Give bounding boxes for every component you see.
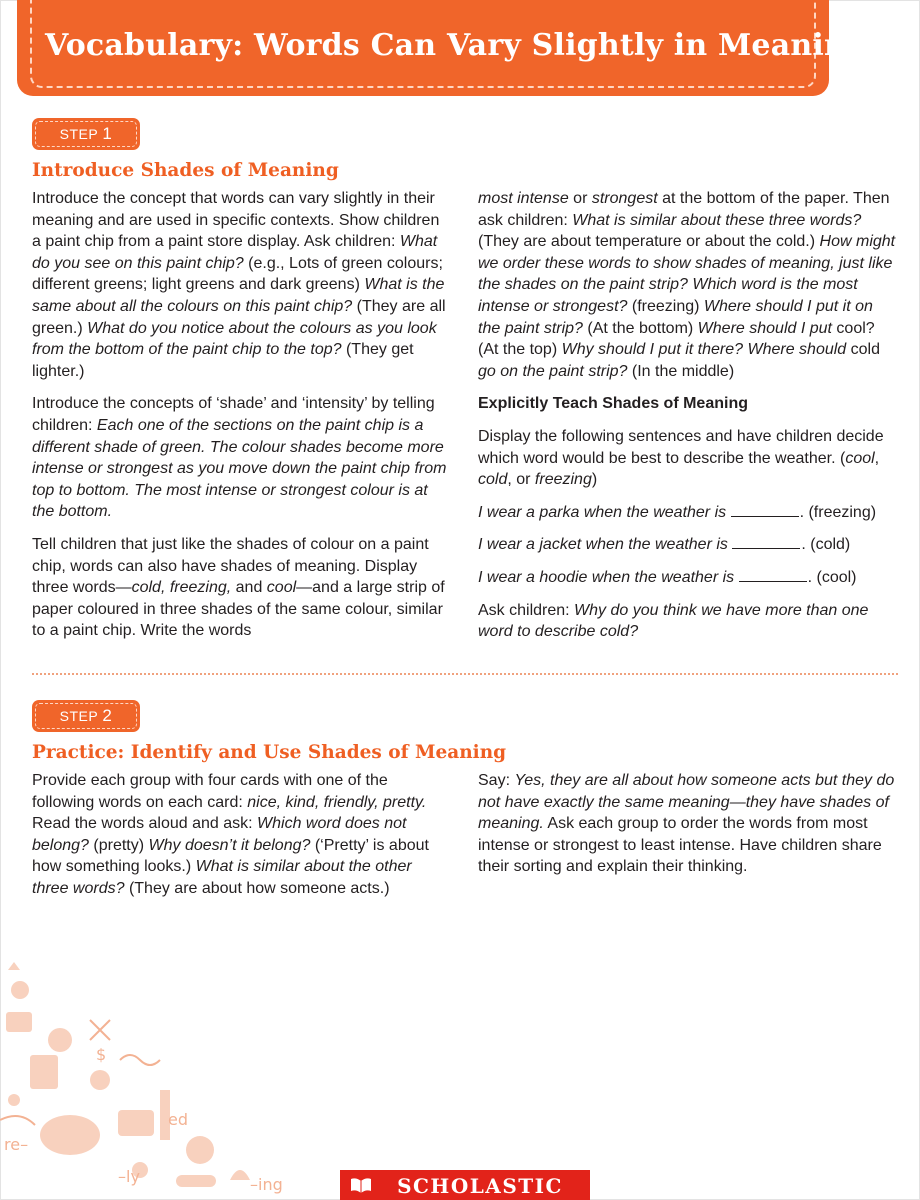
text-run: and bbox=[231, 579, 267, 597]
answer-blank bbox=[731, 516, 799, 517]
step-1-word: STEP bbox=[59, 126, 98, 142]
italic-text: Each one of the sections on the paint chip is a different shade of green. The colour shades become more intense or strongest as you move down the paint chip from top to bottom. The most intense or strongest colour is at the bottom. bbox=[32, 416, 447, 521]
italic-text: cold, freezing, bbox=[131, 579, 232, 597]
svg-text:re–: re– bbox=[4, 1135, 29, 1154]
text-run: (They are about temperature or about the cold.) bbox=[478, 233, 820, 251]
italic-text: Why do you think we have more than one word to describe cold? bbox=[478, 601, 869, 641]
step-2-badge bbox=[32, 700, 140, 732]
step-1-number: 1 bbox=[102, 124, 113, 143]
italic-text: cool bbox=[266, 579, 297, 597]
text-run: Introduce the concepts of ‘shade’ and ‘intensity’ by telling children: bbox=[32, 395, 435, 434]
answer-blank bbox=[732, 548, 800, 549]
italic-text: Yes, they are all about how someone acts but they do not have exactly the same meaning—they have shades of meaning. bbox=[478, 772, 895, 833]
italic-text: Where should I put bbox=[697, 319, 832, 337]
paragraph bbox=[478, 600, 898, 643]
italic-text: cold bbox=[478, 471, 508, 489]
italic-text: go on the paint strip? bbox=[478, 362, 628, 380]
text-run: Tell children that just like the shades of colour on a paint chip, words can also have shades of meaning. Display three words— bbox=[32, 535, 429, 597]
step-2-heading: Practice: Identify and Use Shades of Meaning bbox=[32, 742, 507, 763]
text-run: (They get lighter.) bbox=[32, 341, 414, 380]
step-1-left-column bbox=[32, 188, 450, 653]
paragraph bbox=[478, 770, 898, 878]
scholastic-footer-logo bbox=[340, 1170, 590, 1200]
answer-blank bbox=[739, 581, 807, 582]
paragraph bbox=[478, 426, 898, 491]
sentence-3: I wear a hoodie when the weather is . (cool) bbox=[478, 568, 857, 586]
svg-text:ed: ed bbox=[168, 1110, 188, 1129]
text-run: (‘Pretty’ is about how something looks.) bbox=[32, 836, 429, 876]
title-banner bbox=[17, 0, 868, 96]
sentence-2: I wear a jacket when the weather is . (cold) bbox=[478, 536, 851, 554]
sentence-1: I wear a parka when the weather is . (freezing) bbox=[478, 503, 877, 521]
svg-text:–ly: –ly bbox=[118, 1167, 140, 1186]
text-run: cool? (At the top) bbox=[478, 319, 875, 359]
text-run: (e.g., Lots of green colours; different greens; light greens and dark greens) bbox=[32, 254, 443, 294]
italic-text: Where should I put it on the paint strip? bbox=[478, 297, 873, 337]
italic-text: Which word does not belong? bbox=[32, 815, 407, 854]
italic-text: Why should I put it there? Where should bbox=[561, 341, 847, 359]
text-run: cold bbox=[846, 341, 880, 359]
text-run: (freezing) bbox=[627, 297, 704, 315]
italic-text: What is similar about the other three words? bbox=[32, 858, 412, 897]
paragraph bbox=[32, 393, 450, 523]
step-2-left-column bbox=[32, 770, 450, 911]
italic-text: What is the same about all the colours on this paint chip? bbox=[32, 276, 445, 315]
text-run: —and a large strip of paper coloured in three shades of the same colour, similar to a paint chip. Write the words bbox=[32, 579, 445, 640]
italic-text: nice, kind, friendly, pretty. bbox=[247, 793, 427, 811]
step-2-number: 2 bbox=[102, 706, 113, 725]
text-run: , bbox=[874, 449, 880, 467]
text-run: (At the bottom) bbox=[582, 319, 698, 337]
italic-text: Why doesn’t it belong? bbox=[148, 836, 311, 854]
step-1-heading: Introduce Shades of Meaning bbox=[32, 160, 339, 181]
text-run: Ask children: bbox=[478, 601, 575, 619]
text-run: (In the middle) bbox=[627, 362, 735, 380]
text-run: Ask each group to order the words from most intense or strongest to least intense. Have children share their sorting and explain their thinking. bbox=[478, 815, 882, 876]
text-run: (pretty) bbox=[88, 836, 149, 854]
paragraph bbox=[32, 770, 450, 900]
text-run: ) bbox=[591, 471, 598, 489]
subheading: Explicitly Teach Shades of Meaning bbox=[478, 395, 748, 413]
svg-text:–ing: –ing bbox=[250, 1175, 283, 1194]
italic-text: cool bbox=[845, 449, 875, 467]
paragraph bbox=[32, 534, 450, 642]
step-1-right-column bbox=[478, 188, 898, 654]
text-run: or bbox=[568, 190, 592, 207]
text-run: at the bottom of the paper. Then ask children: bbox=[478, 190, 890, 229]
text-run: Provide each group with four cards with one of the following words on each card: bbox=[32, 772, 388, 811]
text-run: Read the words aloud and ask: bbox=[32, 815, 258, 833]
open-book-icon bbox=[350, 1177, 372, 1193]
italic-text: How might we order these words to show shades of meaning, just like the shades on the paint strip? Which word is the most intense or strongest? bbox=[478, 233, 896, 315]
footer-brand: SCHOLASTIC bbox=[397, 1174, 563, 1198]
paragraph bbox=[478, 188, 898, 382]
text-run: Display the following sentences and have children decide which word would be best to describe the weather. ( bbox=[478, 427, 884, 467]
step-2-word: STEP bbox=[59, 708, 98, 724]
page-title: Vocabulary: Words Can Vary Slightly in Meaning bbox=[45, 28, 868, 63]
step-2-right-column bbox=[478, 770, 898, 889]
italic-text: What do you see on this paint chip? bbox=[32, 233, 438, 272]
italic-text: strongest bbox=[591, 190, 658, 207]
step-1-badge bbox=[32, 118, 140, 150]
text-run: (They are all green.) bbox=[32, 297, 446, 337]
section-divider bbox=[32, 673, 898, 675]
italic-text: What do you notice about the colours as you look from the bottom of the paint chip to the top? bbox=[32, 319, 437, 359]
italic-text: most intense bbox=[478, 190, 569, 207]
text-run: Introduce the concept that words can vary slightly in their meaning and are used in specific contexts. Show children a paint chip from a paint store display. Ask children: bbox=[32, 190, 440, 251]
text-run: , or bbox=[507, 471, 535, 489]
svg-text:$: $ bbox=[96, 1045, 107, 1064]
decorative-doodles-illustration bbox=[0, 960, 320, 1200]
text-run: (They are about how someone acts.) bbox=[124, 879, 390, 897]
text-run: Say: bbox=[478, 772, 515, 789]
paragraph bbox=[32, 188, 450, 382]
italic-text: freezing bbox=[534, 471, 592, 489]
italic-text: What is similar about these three words? bbox=[572, 211, 862, 229]
